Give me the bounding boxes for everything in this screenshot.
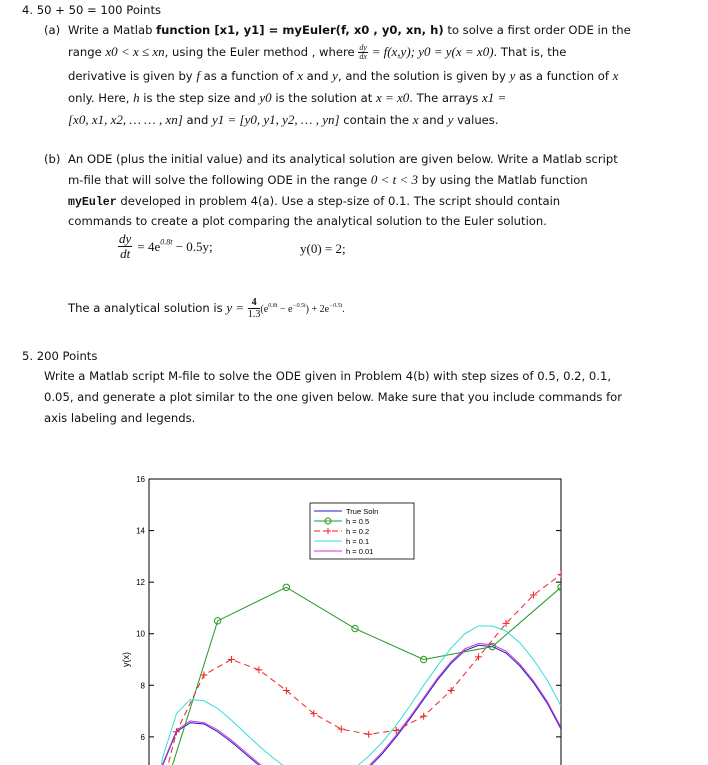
math-x-array: [x0, x1, x2, … … , xn] [68,112,183,127]
problem-5-line-3: axis labeling and legends. [44,411,196,425]
math-y0: y0 [259,90,272,105]
text: . That is, the [493,45,567,59]
math-y-eq: y = [226,299,245,315]
sol-exp: −0.5t [292,303,306,309]
text: and [306,69,329,83]
ode-rest: − 0.5y; [172,239,213,254]
sol-part: (e [260,303,269,315]
math-h: h [133,90,140,105]
problem-5-line-1: Write a Matlab script M-file to solve the ODE given in Problem 4(b) with step sizes of 0.5, 0.2, 0.1, [44,369,612,383]
sol-part: − e [277,303,293,315]
y-axis-label: y(x) [121,652,131,667]
text: as a function of [519,69,609,83]
dy-dt-fraction: $\frac{dy}{dt}$ [119,231,132,261]
y-tick-label: 16 [136,475,145,484]
part-b-label: (b) [44,152,61,166]
math-x: x [412,112,419,127]
ode-exponent: 0.8t [160,237,173,247]
legend-label: h = 0.2 [346,527,370,536]
math-x: x [297,68,303,83]
ode-rhs: = 4e [137,239,161,254]
y-tick-label: 6 [140,732,145,742]
text: is the step size and [143,91,256,105]
math-range: 0 < t < 3 [370,172,419,187]
sol-exp: −0.5t [329,303,343,309]
sol-part: . [342,303,345,315]
y-tick-label: 12 [136,578,145,588]
sol-part: ) + 2e [305,303,330,315]
math-x-eq-x0: x = x0 [375,90,410,105]
math-y: y [332,68,338,83]
sol-exp: 0.8t [268,303,278,309]
text: and [186,113,209,127]
math-x1: x1 = [482,90,507,105]
text: is the solution at [275,91,373,105]
text: and [422,113,444,127]
text: . The arrays [409,91,479,105]
legend-label: h = 0.5 [346,517,370,526]
range-expression: x0 < x ≤ xn [105,44,165,59]
y-tick-label: 8 [140,681,145,691]
math-x: x [612,68,619,83]
function-signature: function [x1, y1] = myEuler(f, x0 , y0, xn, h) [156,23,444,37]
text: contain the [343,113,410,127]
text: The a analytical solution is [68,300,223,315]
text: derivative is given by [68,69,193,83]
legend-label: h = 0.1 [346,537,370,546]
text: values. [457,113,499,127]
text: , using the Euler method , where [164,45,355,59]
math-y-array: y1 = [y0, y1, y2, … , yn] [212,112,340,127]
ode-definition: = f(x,y); y0 = y(x = x0) [371,44,494,59]
math-f: f [196,68,200,83]
text: as a function of [203,69,294,83]
text: m-file that will solve the following ODE in the range [68,173,368,187]
math-y: y [509,68,516,83]
initial-condition: y(0) = 2; [300,241,346,256]
y-tick-label: 14 [136,526,145,536]
y-tick-label: 10 [136,629,145,639]
text: to solve a first order ODE in the [447,23,631,37]
legend-label: h = 0.01 [346,547,374,556]
problem-5-line-2: 0.05, and generate a plot similar to the one given below. Make sure that you include commands for [44,390,623,404]
part-b-line-1: An ODE (plus the initial value) and its analytical solution are given below. Write a Matlab script [68,152,618,166]
text: developed in problem 4(a). Use a step-size of 0.1. The script should contain [120,194,561,208]
text: range [68,45,102,59]
math-y: y [447,112,454,127]
legend-label: True Soln [346,507,379,516]
problem-4-header: 4. 50 + 50 = 100 Points [22,3,162,17]
part-a-label: (a) [44,23,61,37]
text: , and the solution is given by [337,69,506,83]
part-b-line-4: commands to create a plot comparing the analytical solution to the Euler solution. [68,214,547,228]
problem-5-header: 5. 200 Points [22,349,98,363]
text: by using the Matlab function [421,173,588,187]
text: only. Here, [68,91,130,105]
function-name: myEuler [68,196,117,209]
solution-fraction: $\frac{4}{1.3}$ [247,296,261,320]
dy-dx-fraction: $\frac{dy}{dx}$ [359,43,367,61]
text: Write a Matlab [68,23,153,37]
